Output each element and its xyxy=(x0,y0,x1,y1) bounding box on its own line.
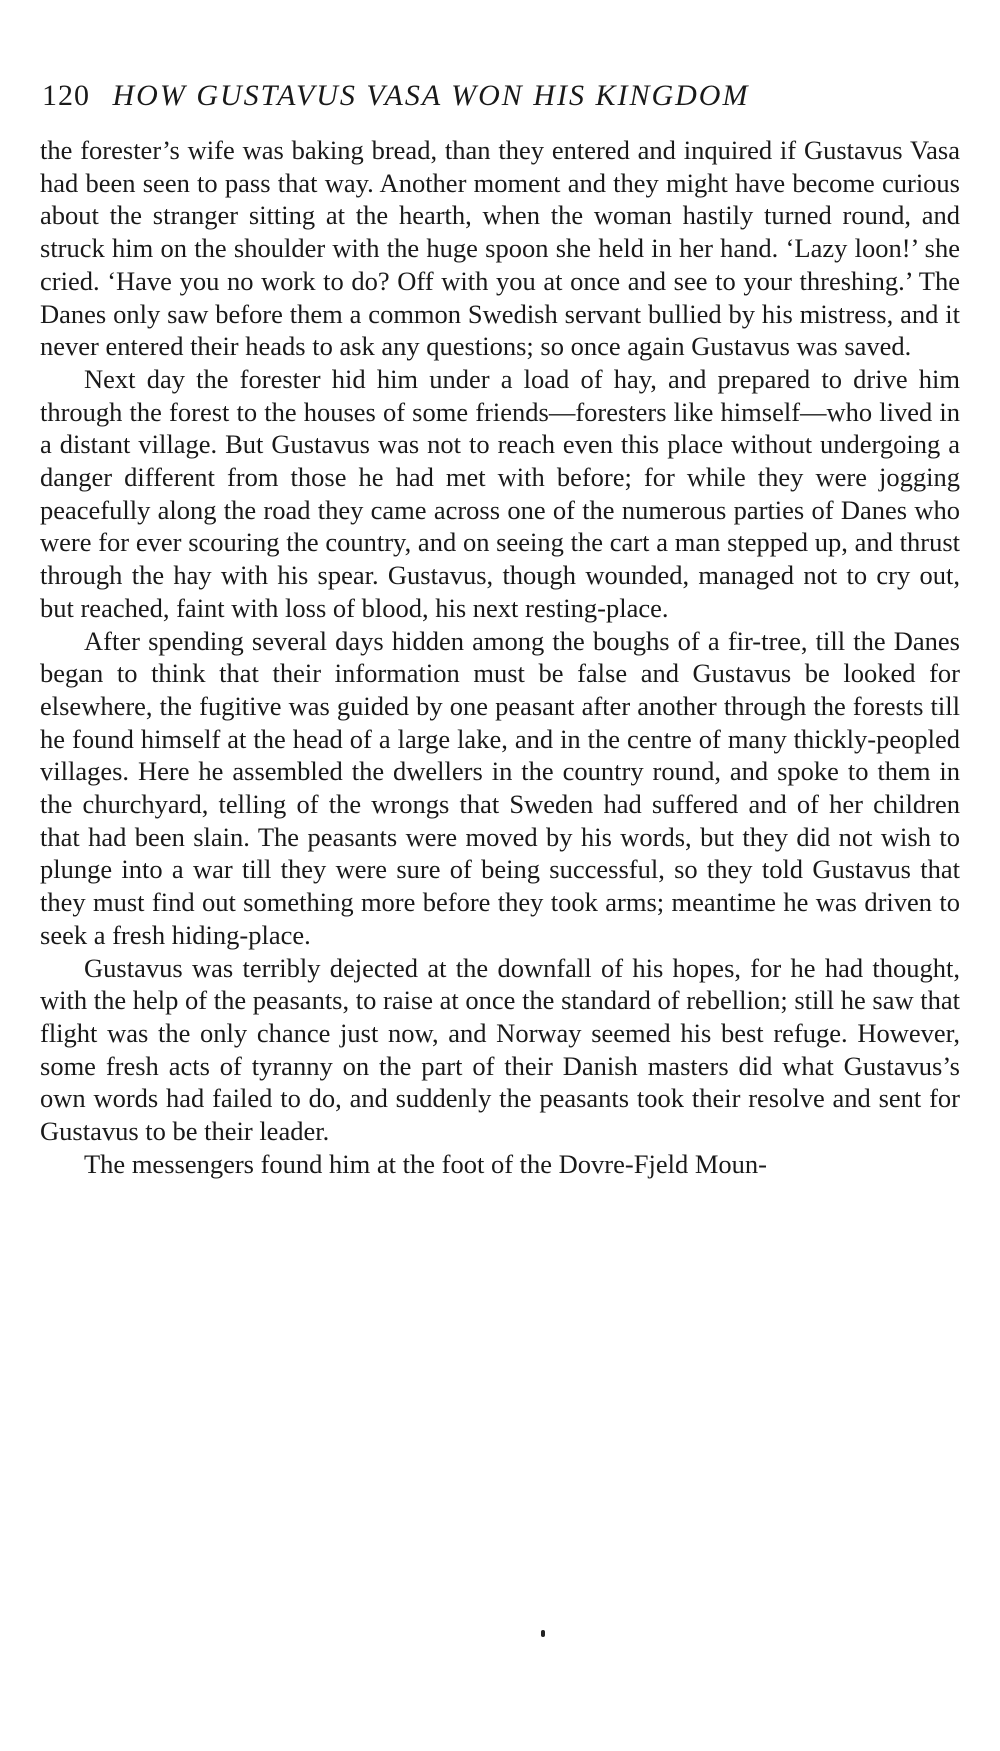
book-title: HOW GUSTAVUS VASA WON HIS KINGDOM xyxy=(112,79,750,112)
paragraph-5: The messengers found him at the foot of the Dovre-Fjeld Moun- xyxy=(84,1148,767,1179)
paragraph-2: Next day the forester hid him under a load of hay, and prepared to drive him through the forest to the houses of some friends—foresters like himself—who lived in a distant village. But Gustavus was not to reach even this place without undergoing a danger different from those he had met with before; for while they were jogging peacefully along the road they came across one of the numerous parties of Danes who were for ever scouring the country, and on seeing the cart a man stepped up, and thrust through the hay with his spear. Gustavus, though wounded, managed not to cry out, but reached, faint with loss of blood, his next resting-place. xyxy=(40,363,960,623)
paragraph-1: the forester’s wife was baking bread, than they entered and inquired if Gustavus Vasa had been seen to pass that way. Another moment and they might have become curious about the stranger sitting at the hearth, when the woman hastily turned round, and struck him on the shoulder with the huge spoon she held in her hand. ‘Lazy loon!’ she cried. ‘Have you no work to do? Off with you at once and see to your threshing.’ The Danes only saw before them a common Swedish servant bullied by his mistress, and it never entered their heads to ask any questions; so once again Gustavus was saved. xyxy=(40,135,960,362)
paragraph-3: After spending several days hidden among the boughs of a fir-tree, till the Danes began to think that their information must be false and Gustavus be looked for elsewhere, the fugitive was guided by one peasant after another through the forests till he found himself at the head of a large lake, and in the centre of many thickly-peopled villages. Here he assembled the dwellers in the country round, and spoke to them in the churchyard, telling of the wrongs that Sweden had suffered and of her children that had been slain. The peasants were moved by his words, but they did not wish to plunge into a war till they were sure of being successful, so they told Gustavus that they must find out something more before they took arms; meantime he was driven to seek a fresh hiding-place. xyxy=(40,625,960,950)
running-head xyxy=(42,78,942,114)
paragraph-4: Gustavus was terribly dejected at the downfall of his hopes, for he had thought, with the help of the peasants, to raise at once the standard of rebellion; still he saw that flight was the only chance just now, and Norway seemed his best refuge. However, some fresh acts of tyranny on the part of their Danish masters did what Gustavus’s own words had failed to do, and suddenly the peasants took their resolve and sent for Gustavus to be their leader. xyxy=(40,952,960,1147)
body-text xyxy=(40,134,960,1181)
printer-mark xyxy=(541,1630,545,1637)
page-number: 120 xyxy=(42,79,90,112)
